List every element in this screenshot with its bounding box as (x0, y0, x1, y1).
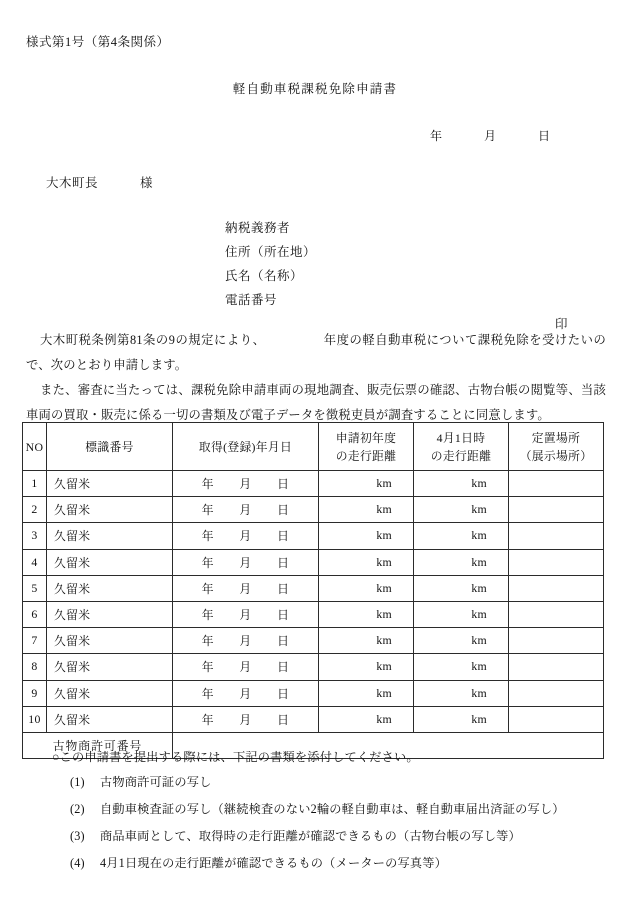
table-header-row (23, 423, 604, 471)
cell-acquire-date[interactable] (173, 549, 319, 575)
date-year-label: 年 (201, 503, 214, 518)
date-placeholder-group (173, 580, 318, 597)
table-row (23, 628, 604, 654)
cell-acquire-date[interactable] (173, 706, 319, 732)
date-placeholder-group (173, 658, 318, 675)
cell-first-year-distance[interactable]: km (319, 706, 414, 732)
date-year-label: 年 (430, 129, 443, 143)
cell-acquire-date[interactable] (173, 680, 319, 706)
cell-mark-number[interactable]: 久留米 (47, 471, 173, 497)
date-day-label: 日 (277, 503, 290, 518)
date-day-label: 日 (277, 686, 290, 701)
cell-april-first-distance[interactable]: km (414, 601, 509, 627)
cell-april-first-distance[interactable]: km (414, 680, 509, 706)
cell-first-year-distance[interactable]: km (319, 523, 414, 549)
cell-location[interactable] (509, 549, 604, 575)
cell-no: 9 (23, 680, 47, 706)
date-month-label: 月 (239, 529, 252, 544)
body-text (26, 328, 606, 428)
date-month-label: 月 (239, 555, 252, 570)
cell-no: 10 (23, 706, 47, 732)
cell-acquire-date[interactable] (173, 601, 319, 627)
cell-mark-number[interactable]: 久留米 (47, 575, 173, 601)
cell-first-year-distance[interactable]: km (319, 471, 414, 497)
cell-april-first-distance[interactable]: km (414, 575, 509, 601)
cell-april-first-distance[interactable]: km (414, 497, 509, 523)
table-row (23, 601, 604, 627)
date-year-label: 年 (201, 686, 214, 701)
cell-location[interactable] (509, 601, 604, 627)
taxpayer-address-label: 住所（所在地） (225, 245, 317, 259)
cell-first-year-distance[interactable]: km (319, 654, 414, 680)
table-row (23, 523, 604, 549)
cell-acquire-date[interactable] (173, 575, 319, 601)
cell-no: 1 (23, 471, 47, 497)
date-month-label: 月 (239, 503, 252, 518)
date-year-label: 年 (201, 660, 214, 675)
note-item-number: (4) (70, 856, 85, 870)
cell-location[interactable] (509, 706, 604, 732)
header-april-first-distance-line2: の走行距離 (430, 448, 492, 463)
cell-first-year-distance[interactable]: km (319, 575, 414, 601)
cell-first-year-distance[interactable]: km (319, 601, 414, 627)
cell-april-first-distance[interactable]: km (414, 706, 509, 732)
cell-location[interactable] (509, 654, 604, 680)
note-item-text: 自動車検査証の写し（継続検査のない2輪の軽自動車は、軽自動車届出済証の写し） (100, 802, 565, 816)
form-number: 様式第1号（第4条関係） (26, 35, 170, 49)
date-year-label: 年 (201, 581, 214, 596)
cell-april-first-distance[interactable]: km (414, 471, 509, 497)
date-day-label: 日 (277, 581, 290, 596)
date-month-label: 月 (239, 686, 252, 701)
cell-mark-number[interactable]: 久留米 (47, 497, 173, 523)
addressee-name: 大木町長 (46, 176, 99, 190)
addressee (46, 173, 153, 191)
vehicle-table (22, 422, 604, 759)
cell-no: 5 (23, 575, 47, 601)
date-month-label: 月 (239, 581, 252, 596)
date-day-label: 日 (537, 129, 550, 143)
notes-list (52, 773, 565, 871)
cell-mark-number[interactable]: 久留米 (47, 706, 173, 732)
header-location-line1: 定置場所 (531, 430, 581, 445)
body-paragraph-1 (26, 328, 606, 378)
date-day-label: 日 (277, 608, 290, 623)
cell-no: 2 (23, 497, 47, 523)
cell-mark-number[interactable]: 久留米 (47, 523, 173, 549)
date-year-label: 年 (201, 634, 214, 649)
cell-first-year-distance[interactable]: km (319, 497, 414, 523)
taxpayer-phone-label: 電話番号 (225, 293, 278, 307)
table-row (23, 680, 604, 706)
table-row (23, 549, 604, 575)
header-first-year-distance (319, 423, 414, 471)
note-item (52, 827, 565, 844)
note-item-number: (3) (70, 829, 85, 843)
header-first-year-distance-line1: 申請初年度 (335, 430, 397, 445)
cell-location[interactable] (509, 575, 604, 601)
cell-no: 3 (23, 523, 47, 549)
license-number-label: 古物商許可番号 (23, 732, 173, 758)
cell-mark-number[interactable]: 久留米 (47, 601, 173, 627)
table-body (23, 471, 604, 759)
note-item-text: 4月1日現在の走行距離が確認できるもの（メーターの写真等） (100, 856, 448, 870)
cell-acquire-date[interactable] (173, 654, 319, 680)
taxpayer-block (225, 216, 569, 331)
date-placeholder-group (173, 711, 318, 728)
cell-april-first-distance[interactable]: km (414, 549, 509, 575)
header-april-first-distance-line1: 4月1日時 (436, 430, 486, 445)
cell-location[interactable] (509, 680, 604, 706)
table-row (23, 575, 604, 601)
date-month-label: 月 (239, 660, 252, 675)
date-placeholder-group (173, 501, 318, 518)
cell-first-year-distance[interactable]: km (319, 628, 414, 654)
date-month-label: 月 (239, 477, 252, 492)
cell-location[interactable] (509, 523, 604, 549)
date-placeholder-group (173, 606, 318, 623)
cell-location[interactable] (509, 628, 604, 654)
addressee-honorific: 様 (140, 176, 154, 190)
cell-location[interactable] (509, 497, 604, 523)
header-acquire-date: 取得(登録)年月日 (173, 423, 319, 471)
cell-acquire-date[interactable] (173, 523, 319, 549)
cell-april-first-distance[interactable]: km (414, 523, 509, 549)
header-no: NO (23, 423, 47, 471)
date-year-label: 年 (201, 555, 214, 570)
cell-no: 8 (23, 654, 47, 680)
cell-mark-number[interactable]: 久留米 (47, 549, 173, 575)
notes-lead: ○この申請書を提出する際には、下記の書類を添付してください。 (52, 750, 419, 764)
note-item-text: 商品車両として、取得時の走行距離が確認できるもの（古物台帳の写し等） (100, 829, 521, 843)
cell-no: 6 (23, 601, 47, 627)
header-location-line2: （展示場所） (519, 448, 593, 463)
date-year-label: 年 (201, 712, 214, 727)
date-placeholder-group (173, 554, 318, 571)
taxpayer-heading: 納税義務者 (225, 221, 291, 235)
table-row (23, 654, 604, 680)
date-month-label: 月 (239, 634, 252, 649)
cell-no: 4 (23, 549, 47, 575)
header-mark-number: 標識番号 (47, 423, 173, 471)
seal-mark-icon: 印 (555, 317, 569, 331)
date-placeholder-group (173, 527, 318, 544)
date-month-label: 月 (239, 712, 252, 727)
cell-april-first-distance[interactable]: km (414, 628, 509, 654)
body-paragraph-2: また、審査に当たっては、課税免除申請車両の現地調査、販売伝票の確認、古物台帳の閲覧等、当該車両の買取・販売に係る一切の書類及び電子データを徴税吏員が調査することに同意します。 (26, 383, 606, 422)
table-row (23, 706, 604, 732)
date-year-label: 年 (201, 529, 214, 544)
cell-mark-number[interactable]: 久留米 (47, 654, 173, 680)
cell-acquire-date[interactable] (173, 628, 319, 654)
header-april-first-distance (414, 423, 509, 471)
note-item-number: (2) (70, 802, 85, 816)
date-placeholder-group (173, 632, 318, 649)
cell-april-first-distance[interactable]: km (414, 654, 509, 680)
page-title: 軽自動車税課税免除申請書 (232, 82, 398, 96)
date-placeholder-group (173, 685, 318, 702)
note-item-number: (1) (70, 775, 85, 789)
cell-location[interactable] (509, 471, 604, 497)
note-item-text: 古物商許可証の写し (100, 775, 212, 789)
body-paragraph-1-part2: 年度の軽自動車税について課税免除を受けたいので、次のとおり申請します。 (26, 333, 606, 372)
cell-mark-number[interactable]: 久留米 (47, 680, 173, 706)
cell-mark-number[interactable]: 久留米 (47, 628, 173, 654)
header-location (509, 423, 604, 471)
date-day-label: 日 (277, 477, 290, 492)
date-day-label: 日 (277, 660, 290, 675)
table-row (23, 497, 604, 523)
cell-first-year-distance[interactable]: km (319, 680, 414, 706)
date-month-label: 月 (239, 608, 252, 623)
date-day-label: 日 (277, 555, 290, 570)
date-year-label: 年 (201, 477, 214, 492)
date-year-label: 年 (201, 608, 214, 623)
body-paragraph-1-part1: 大木町税条例第81条の9の規定により、 (40, 333, 266, 347)
note-item (52, 800, 565, 817)
note-item (52, 773, 565, 790)
cell-no: 7 (23, 628, 47, 654)
header-first-year-distance-line2: の走行距離 (335, 448, 397, 463)
table-row (23, 471, 604, 497)
date-day-label: 日 (277, 634, 290, 649)
note-item (52, 854, 565, 871)
date-month-label: 月 (483, 129, 496, 143)
attachment-notes (52, 748, 565, 881)
date-day-label: 日 (277, 529, 290, 544)
date-day-label: 日 (277, 712, 290, 727)
taxpayer-name-label: 氏名（名称） (225, 269, 304, 283)
submission-date-line (430, 127, 550, 144)
cell-acquire-date[interactable] (173, 471, 319, 497)
cell-acquire-date[interactable] (173, 497, 319, 523)
date-placeholder-group (173, 475, 318, 492)
cell-first-year-distance[interactable]: km (319, 549, 414, 575)
